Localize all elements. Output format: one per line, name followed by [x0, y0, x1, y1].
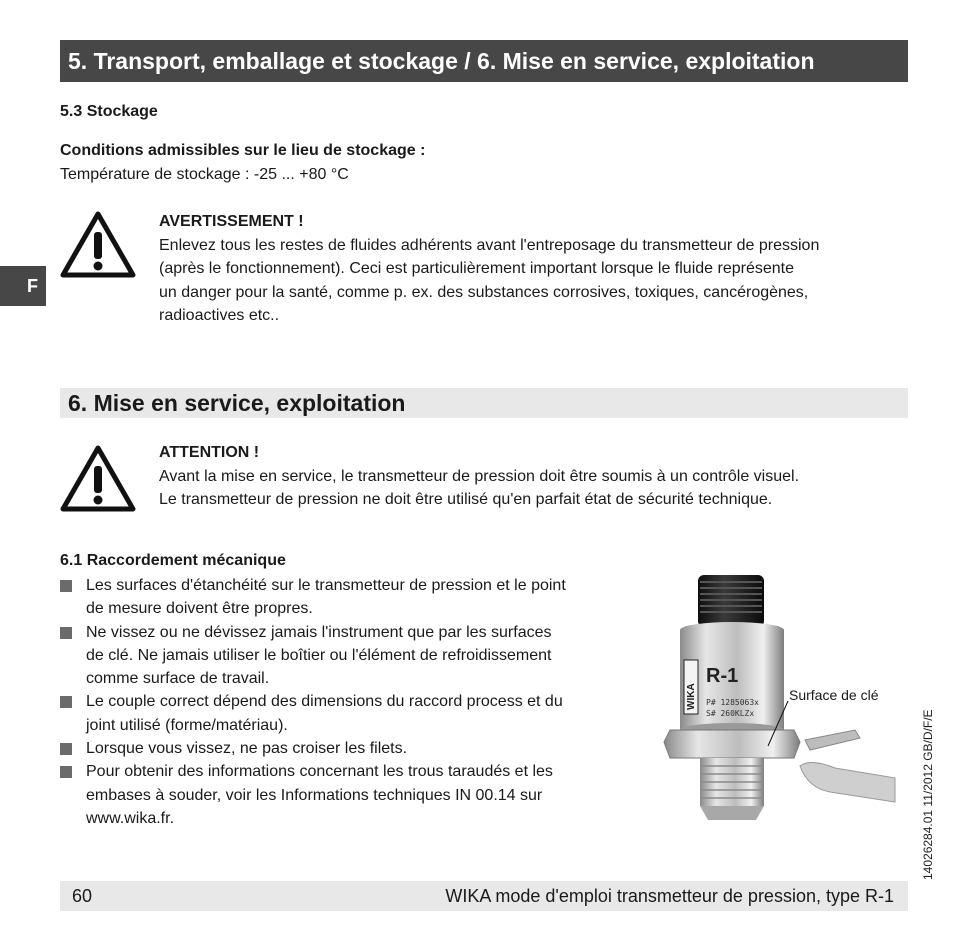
attention-line: Avant la mise en service, le transmetteur de pression doit être soumis à un contrôle visuel.	[159, 467, 800, 485]
warning-title: AVERTISSEMENT !	[159, 213, 304, 230]
list-item: Le couple correct dépend des dimensions du raccord process et du joint utilisé (forme/matériau).	[60, 690, 650, 737]
list-item: Pour obtenir des informations concernant les trous taraudés et les embases à souder, voir les Informations techniques IN 00.14 sur www.wika.fr.	[60, 760, 650, 830]
serial-line: S# 260KLZx	[706, 709, 755, 718]
page-footer	[60, 881, 908, 911]
page-number: 60	[72, 886, 93, 906]
list-item: Ne vissez ou ne dévissez jamais l'instrument que par les surfaces de clé. Ne jamais utiliser le boîtier ou l'élément de refroidissement comme surface de travail.	[60, 621, 650, 691]
warning-triangle-icon	[60, 444, 136, 512]
section-header: 6. Mise en service, exploitation	[60, 388, 908, 418]
model-label: R-1	[706, 665, 739, 687]
storage-temperature: Température de stockage : -25 ... +80 °C	[60, 166, 349, 183]
list-item: Lorsque vous vissez, ne pas croiser les filets.	[60, 737, 650, 760]
storage-heading: 5.3 Stockage	[60, 103, 158, 120]
attention-block	[159, 441, 909, 512]
warning-line: Enlevez tous les restes de fluides adhérents avant l'entreposage du transmetteur de pression	[159, 236, 820, 254]
chapter-header: 5. Transport, emballage et stockage / 6. Mise en service, exploitation	[60, 40, 908, 82]
warning-line: (après le fonctionnement). Ceci est particulièrement important lorsque le fluide représente	[159, 260, 794, 277]
mechanical-bullet-list	[60, 574, 650, 830]
serial-line: P# 1285063x	[706, 698, 759, 707]
mechanical-heading: 6.1 Raccordement mécanique	[60, 552, 286, 569]
footer-title: WIKA mode d'emploi transmetteur de pression, type R-1	[445, 886, 894, 906]
attention-title: ATTENTION !	[159, 444, 260, 461]
brand-label: WIKA	[686, 683, 697, 710]
document-code: 14026284.01 11/2012 GB/D/F/E	[921, 709, 935, 880]
warning-block	[159, 210, 909, 328]
warning-triangle-icon	[60, 210, 136, 278]
figure-caption: Surface de clé	[789, 687, 879, 703]
language-tab: F	[0, 266, 46, 306]
warning-line: un danger pour la santé, comme p. ex. des substances corrosives, toxiques, cancérogènes,	[159, 283, 809, 301]
attention-line: Le transmetteur de pression ne doit être utilisé qu'en parfait état de sécurité technique.	[159, 491, 773, 508]
storage-conditions-heading: Conditions admissibles sur le lieu de stockage :	[60, 142, 426, 159]
list-item: Les surfaces d'étanchéité sur le transmetteur de pression et le point de mesure doivent être propres.	[60, 574, 650, 621]
warning-line: radioactives etc..	[159, 307, 280, 324]
